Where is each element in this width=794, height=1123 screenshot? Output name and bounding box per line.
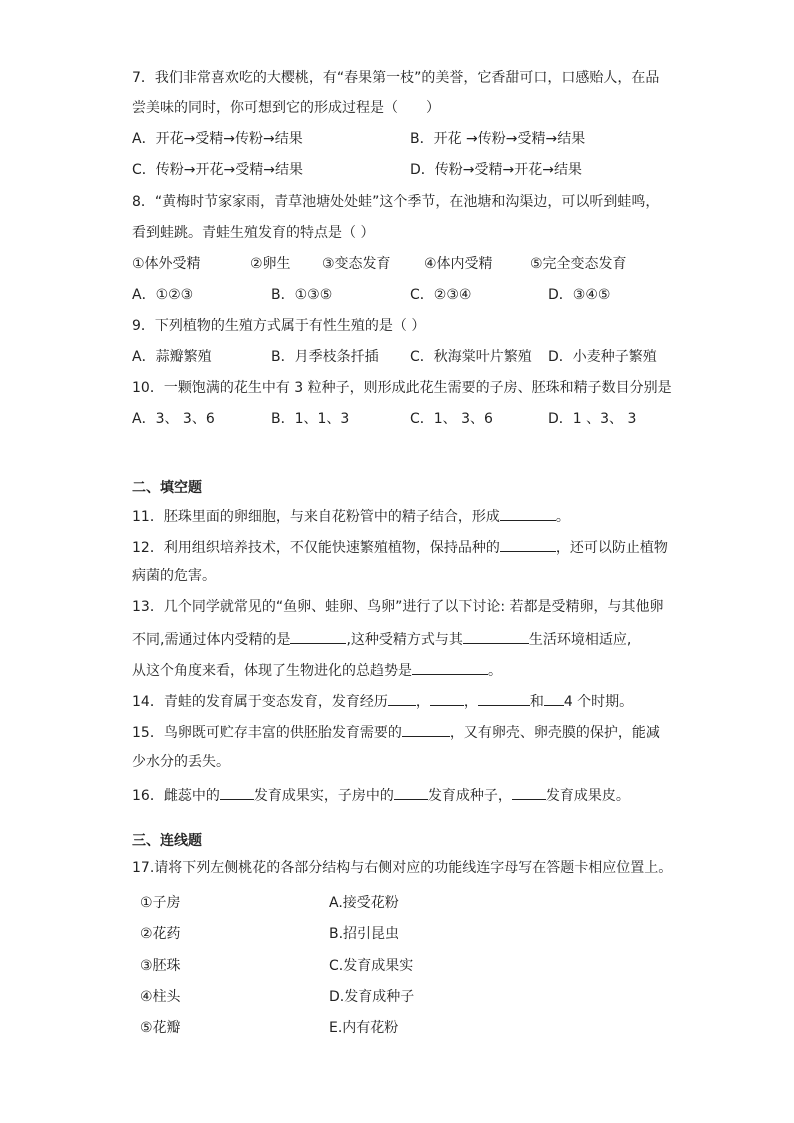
q10-option-d: D．1 、3、 3 [548, 411, 637, 427]
q16-blank-1[interactable] [220, 784, 254, 800]
q14 [132, 690, 633, 712]
q12-text-2: ，还可以防止植物 [555, 540, 668, 556]
q7-option-b: B．开花 →传粉→受精→结果 [410, 131, 586, 147]
q8-item-3: ③变态发育 [322, 256, 391, 272]
q13-blank-3[interactable] [412, 659, 488, 675]
q8-item-1: ①体外受精 [132, 256, 201, 272]
q16 [132, 784, 630, 806]
q17-left-item: ①子房 [140, 895, 181, 911]
q15-text-2: ，又有卵壳、卵壳膜的保护，能减 [449, 725, 660, 741]
q16-blank-2[interactable] [394, 784, 428, 800]
q8-item-5: ⑤完全变态发育 [530, 256, 627, 272]
q13-line3 [132, 659, 502, 681]
q17-right-item: B.招引昆虫 [329, 926, 400, 942]
q13-text-d: 生活环境相适应, [528, 632, 632, 648]
q8-stem-line1: 8．“黄梅时节家家雨，青草池塘处处蛙”这个季节，在池塘和沟渠边，可以听到蛙鸣， [132, 194, 660, 210]
q14-end: 4 个时期。 [563, 694, 634, 710]
q9-option-c: C．秋海棠叶片繁殖 [410, 349, 532, 365]
q13-text-f: 。 [488, 663, 502, 679]
q17-left-item: ④柱头 [140, 989, 181, 1005]
q16-text-c: 发育成种子， [427, 788, 512, 804]
q10-option-c: C．1、 3、6 [410, 411, 493, 427]
q17-right-item: E.内有花粉 [329, 1020, 399, 1036]
q8-option-d: D．③④⑤ [548, 287, 611, 303]
q13-blank-2[interactable] [463, 628, 529, 644]
q16-text-b: 发育成果实，子房中的 [253, 788, 394, 804]
q7-option-c: C．传粉→开花→受精→结果 [132, 162, 303, 178]
q13-text-e: 从这个角度来看，体现了生物进化的总趋势是 [132, 663, 412, 679]
q15-line1 [132, 721, 660, 743]
q12-text: 12．利用组织培养技术，不仅能快速繁殖植物，保持品种的 [132, 540, 500, 556]
q17-left-item: ②花药 [140, 926, 181, 942]
q17-right-item: C.发育成果实 [329, 958, 414, 974]
q8-option-c: C．②③④ [410, 287, 472, 303]
q7-option-a: A．开花→受精→传粉→结果 [132, 131, 303, 147]
q7-stem-line2: 尝美味的同时，你可想到它的形成过程是（ ） [132, 100, 440, 116]
q13-text-b: 不同,需通过体内受精的是 [132, 632, 291, 648]
q15-text: 15．鸟卵既可贮存丰富的供胚胎发育需要的 [132, 725, 402, 741]
q14-and: 和 [529, 694, 544, 710]
section-fill-in-heading: 二、填空题 [132, 480, 202, 496]
q7-stem-line1: 7．我们非常喜欢吃的大樱桃，有“春果第一枝”的美誉，它香甜可口，口感贻人，在品 [132, 70, 660, 86]
q8-item-4: ④体内受精 [424, 256, 493, 272]
q17-left-item: ⑤花瓣 [140, 1020, 181, 1036]
q16-text-a: 16．雌蕊中的 [132, 788, 220, 804]
q11 [132, 505, 570, 527]
q11-blank[interactable] [500, 505, 556, 521]
section-matching-heading: 三、连线题 [132, 833, 202, 849]
q15-line2: 少水分的丢失。 [132, 754, 230, 770]
q14-sep-2: ， [463, 694, 478, 710]
q9-option-d: D．小麦种子繁殖 [548, 349, 657, 365]
q8-option-b: B．①③⑤ [271, 287, 333, 303]
q10-option-a: A．3、 3、6 [132, 411, 215, 427]
q14-blank-4[interactable] [544, 690, 564, 706]
q16-text-d: 发育成果皮。 [545, 788, 630, 804]
q13-line1: 13．几个同学就常见的“鱼卵、蛙卵、鸟卵”进行了以下讨论: 若都是受精卵，与其他卵 [132, 599, 664, 615]
q14-blank-3[interactable] [478, 690, 530, 706]
q13-line2 [132, 628, 631, 650]
q10-option-b: B．1、1、3 [271, 411, 350, 427]
q14-blank-1[interactable] [388, 690, 416, 706]
q13-blank-1[interactable] [290, 628, 346, 644]
q11-end: 。 [555, 509, 570, 525]
q12-blank[interactable] [500, 536, 556, 552]
q8-option-a: A．①②③ [132, 287, 194, 303]
q16-blank-3[interactable] [512, 784, 546, 800]
q8-stem-line2: 看到蛙跳。青蛙生殖发育的特点是（ ） [132, 225, 375, 241]
q8-item-2: ②卵生 [250, 256, 291, 272]
q9-option-a: A．蒜瓣繁殖 [132, 349, 212, 365]
q13-text-c: ,这种受精方式与其 [346, 632, 463, 648]
q14-blank-2[interactable] [430, 690, 464, 706]
q17-right-item: D.发育成种子 [329, 989, 415, 1005]
q12-line2: 病菌的危害。 [132, 568, 216, 584]
q14-sep-1: ， [415, 694, 430, 710]
q7-option-d: D．传粉→受精→开花→结果 [410, 162, 582, 178]
q10-stem: 10．一颗饱满的花生中有 3 粒种子，则形成此花生需要的子房、胚珠和精子数目分别是 [132, 380, 672, 396]
q17-stem: 17.请将下列左侧桃花的各部分结构与右侧对应的功能线连字母写在答题卡相应位置上。 [132, 860, 673, 876]
q14-text: 14．青蛙的发育属于变态发育，发育经历 [132, 694, 388, 710]
q11-text: 11．胚珠里面的卵细胞，与来自花粉管中的精子结合，形成 [132, 509, 500, 525]
q17-left-item: ③胚珠 [140, 958, 181, 974]
q9-stem: 9．下列植物的生殖方式属于有性生殖的是（ ） [132, 318, 426, 334]
q15-blank[interactable] [402, 721, 450, 737]
q9-option-b: B．月季枝条扦插 [271, 349, 379, 365]
q12-line1 [132, 536, 668, 558]
q17-right-item: A.接受花粉 [329, 895, 399, 911]
